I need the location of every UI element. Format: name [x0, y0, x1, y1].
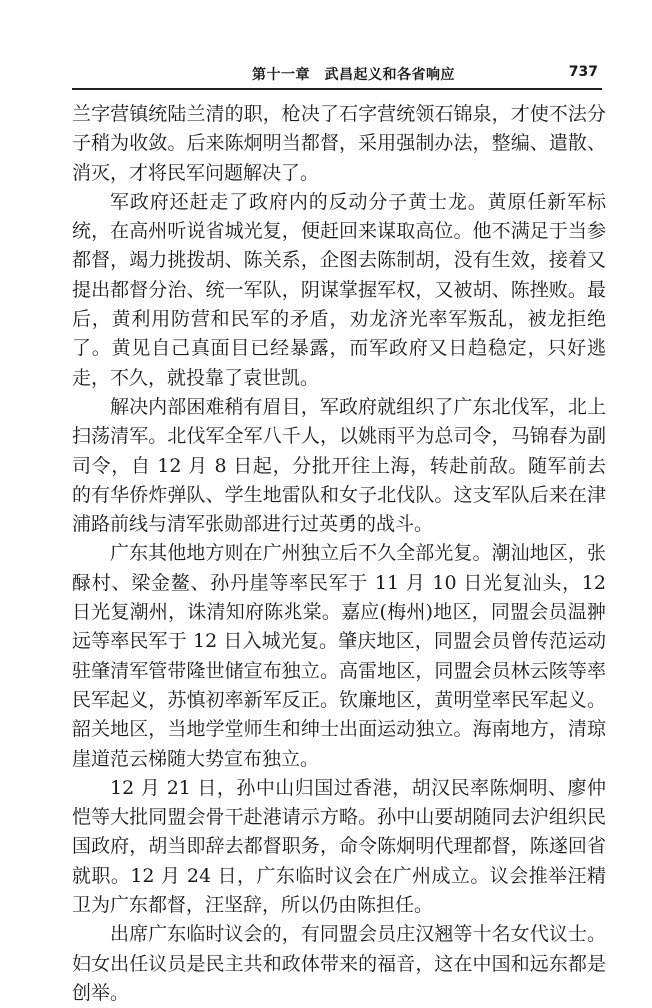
- running-header: [72, 62, 602, 90]
- paragraph: 军政府还赶走了政府内的反动分子黄士龙。黄原任新军标统，在高州听说省城光复，便赶回来谋取高位。他不满足于当参都督，竭力挑拨胡、陈关系，企图去陈制胡，没有生效，接着又提出都督分治、统一军队，阴谋掌握军权，又被胡、陈挫败。最后，黄利用防营和民军的矛盾，劝龙济光率军叛乱，被龙拒绝了。黄见自己真面目已经暴露，而军政府又日趋稳定，只好逃走，不久，就投靠了袁世凯。: [72, 190, 606, 389]
- page-number: 737: [568, 64, 598, 80]
- paragraph: 12 月 21 日，孙中山归国过香港，胡汉民率陈炯明、廖仲恺等大批同盟会骨干赴港请示方略。孙中山要胡随同去沪组织民国政府，胡当即辞去都督职务，命令陈炯明代理都督，陈遂回省就职。12 月 24 日，广东临时议会在广州成立。议会推举汪精卫为广东都督，汪坚辞，所以仍由陈担任。: [72, 776, 606, 917]
- paragraph: 出席广东临时议会的，有同盟会员庄汉翘等十名女代议士。妇女出任议员是民主共和政体带来的福音，这在中国和远东都是创举。: [72, 923, 606, 1004]
- paragraph: 解决内部困难稍有眉目，军政府就组织了广东北伐军，北上扫荡清军。北伐军全军八千人，以姚雨平为总司令，马锦春为副司令，自 12 月 8 日起，分批开往上海，转赴前敌。随军前去的有华侨炸弹队、学生地雷队和女子北伐队。这支军队后来在津浦路前线与清军张勋部进行过英勇的战斗。: [72, 395, 606, 536]
- chapter-title: 第十一章 武昌起义和各省响应: [252, 67, 455, 83]
- body-text: [72, 100, 606, 1008]
- paragraph: 广东其他地方则在广州独立后不久全部光复。潮汕地区，张醁村、梁金鳌、孙丹崖等率民军于 11 月 10 日光复汕头，12 日光复潮州，诛清知府陈兆棠。嘉应(梅州)地区，同盟会员温翀远等率民军于 12 日入城光复。肇庆地区，同盟会员曾传范运动驻肇清军管带隆世储宣布独立。高雷地区，同盟会员林云陔等率民军起义，苏慎初率新军反正。钦廉地区，黄明堂率民军起义。韶关地区，当地学堂师生和绅士出面运动独立。海南地方，清琼崖道范云梯随大势宣布独立。: [72, 542, 606, 770]
- paragraph-continued: 兰字营镇统陆兰清的职，枪决了石字营统领石锦泉，才使不法分子稍为收敛。后来陈炯明当都督，采用强制办法，整编、遣散、消灭，才将民军问题解决了。: [72, 103, 606, 184]
